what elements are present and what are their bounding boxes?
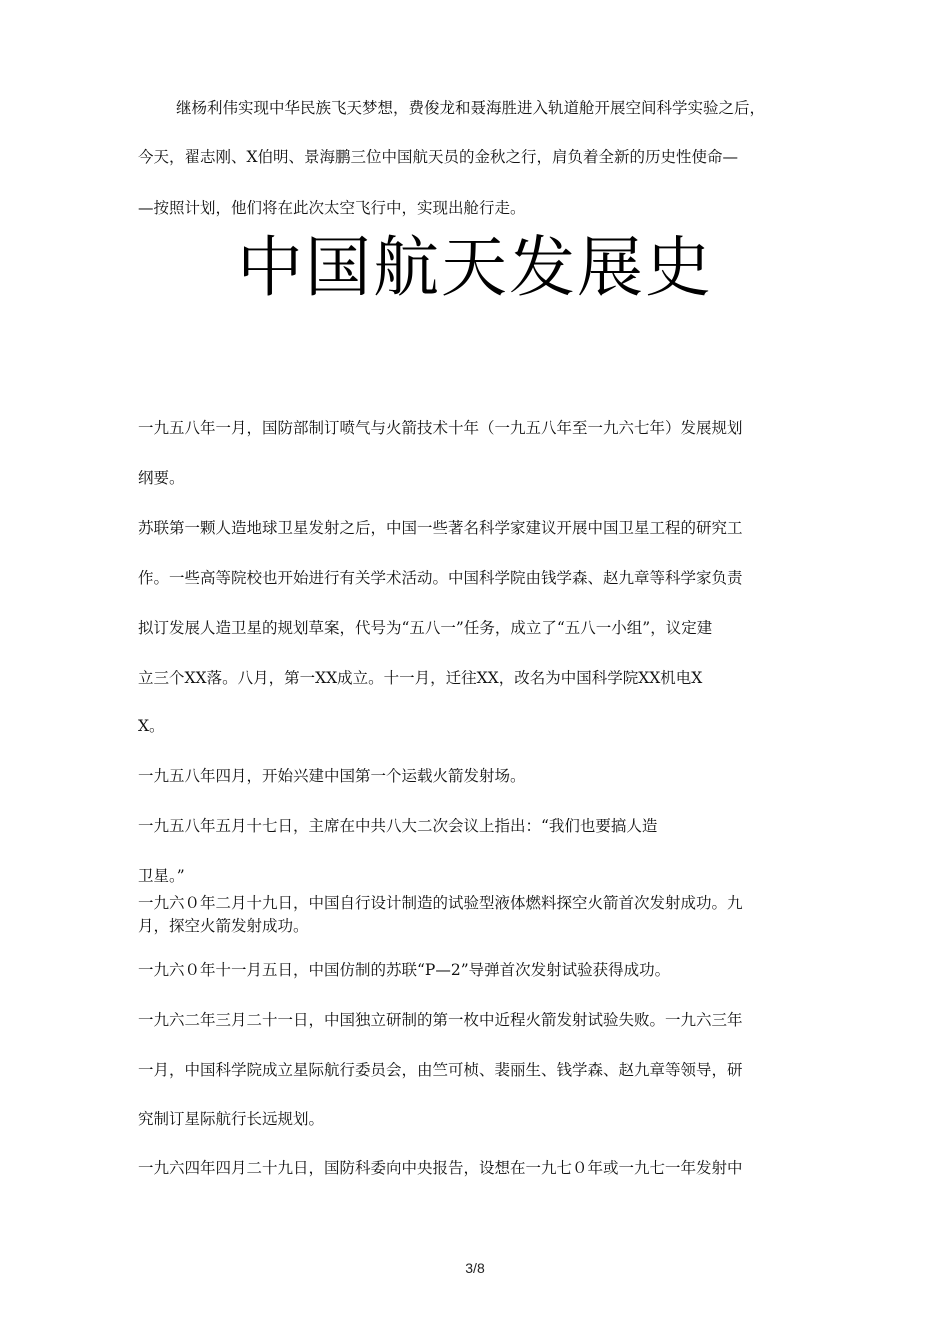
body-line: 一九五八年五月十七日，主席在中共八大二次会议上指出：“我们也要搞人造 bbox=[138, 817, 658, 835]
intro-line-3: —按照计划，他们将在此次太空飞行中，实现出舱行走。 bbox=[138, 199, 526, 217]
body-line: 卫星。” bbox=[138, 867, 185, 885]
body-line: 一九五八年四月，开始兴建中国第一个运载火箭发射场。 bbox=[138, 767, 526, 785]
body-line: X。 bbox=[138, 717, 165, 735]
body-line: 一九五八年一月，国防部制订喷气与火箭技术十年（一九五八年至一九六七年）发展规划 bbox=[138, 419, 743, 437]
page-title: 中国航天发展史 bbox=[237, 229, 713, 306]
body-line: 纲要。 bbox=[138, 469, 185, 487]
intro-line-2: 今天，翟志刚、X伯明、景海鹏三位中国航天员的金秋之行，肩负着全新的历史性使命— bbox=[138, 148, 739, 166]
intro-line-1: 继杨利伟实现中华民族飞天梦想，费俊龙和聂海胜进入轨道舱开展空间科学实验之后， bbox=[176, 99, 766, 117]
body-line: 一九六二年三月二十一日，中国独立研制的第一枚中近程火箭发射试验失败。一九六三年 bbox=[138, 1011, 743, 1029]
body-line: 月，探空火箭发射成功。 bbox=[138, 917, 309, 935]
body-line: 拟订发展人造卫星的规划草案，代号为“五八一”任务，成立了“五八一小组”，议定建 bbox=[138, 619, 713, 637]
body-line: 立三个XX落。八月，第一XX成立。十一月，迁往XX，改名为中国科学院XX机电X bbox=[138, 669, 703, 687]
body-line: 苏联第一颗人造地球卫星发射之后，中国一些著名科学家建议开展中国卫星工程的研究工 bbox=[138, 519, 743, 537]
body-line: 一九六四年四月二十九日，国防科委向中央报告，设想在一九七０年或一九七一年发射中 bbox=[138, 1159, 743, 1177]
page-number: 3/8 bbox=[465, 1260, 485, 1276]
body-line: 究制订星际航行长远规划。 bbox=[138, 1110, 325, 1128]
body-line: 作。一些高等院校也开始进行有关学术活动。中国科学院由钱学森、赵九章等科学家负责 bbox=[138, 569, 743, 587]
body-line: 一九六０年十一月五日，中国仿制的苏联“P—2”导弹首次发射试验获得成功。 bbox=[138, 961, 671, 979]
body-line: 一月，中国科学院成立星际航行委员会，由竺可桢、裴丽生、钱学森、赵九章等领导，研 bbox=[138, 1061, 743, 1079]
body-line: 一九六０年二月十九日，中国自行设计制造的试验型液体燃料探空火箭首次发射成功。九 bbox=[138, 894, 743, 912]
